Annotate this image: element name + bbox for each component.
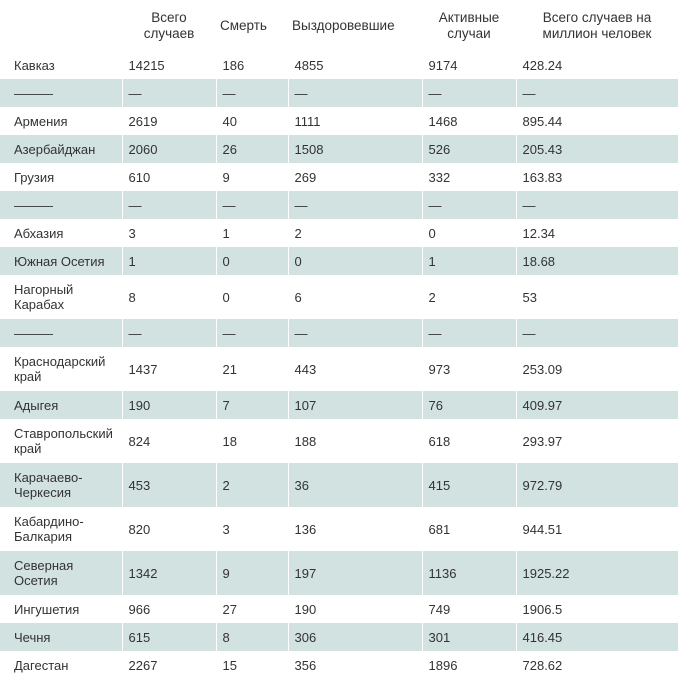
total-cases-cell: 820	[122, 507, 216, 551]
recovered-cell: 306	[288, 623, 422, 651]
per-million-cell: 895.44	[516, 107, 678, 135]
per-million-cell: 409.97	[516, 391, 678, 419]
table-row	[0, 507, 678, 551]
per-million-cell: 972.79	[516, 463, 678, 507]
active-cases-cell: 1	[422, 247, 516, 275]
header-region	[0, 0, 122, 51]
header-active-cases: Активные случаи	[438, 9, 500, 41]
total-cases-cell: 8	[122, 275, 216, 319]
region-cell: ———	[0, 79, 122, 107]
recovered-cell: 2	[288, 219, 422, 247]
deaths-cell: 9	[216, 163, 288, 191]
per-million-cell: —	[516, 191, 678, 219]
table-row	[0, 135, 678, 163]
table-row	[0, 319, 678, 347]
deaths-cell: 0	[216, 275, 288, 319]
total-cases-cell: —	[122, 319, 216, 347]
per-million-cell: 205.43	[516, 135, 678, 163]
table-row	[0, 191, 678, 219]
per-million-cell: 12.34	[516, 219, 678, 247]
table-row	[0, 275, 678, 319]
per-million-cell: 18.68	[516, 247, 678, 275]
region-cell: Адыгея	[0, 391, 122, 419]
total-cases-cell: 1342	[122, 551, 216, 595]
deaths-cell: 186	[216, 51, 288, 79]
deaths-cell: 27	[216, 595, 288, 623]
recovered-cell: 0	[288, 247, 422, 275]
header-row	[0, 0, 678, 51]
region-cell: Ингушетия	[14, 601, 80, 617]
total-cases-cell: 1437	[122, 347, 216, 391]
table-row	[0, 651, 678, 679]
recovered-cell: 356	[288, 651, 422, 679]
active-cases-cell: 0	[422, 219, 516, 247]
recovered-cell: 107	[288, 391, 422, 419]
table-row	[0, 623, 678, 651]
deaths-cell: 2	[216, 463, 288, 507]
active-cases-cell: 76	[422, 391, 516, 419]
total-cases-cell: 824	[122, 419, 216, 463]
deaths-cell: 40	[216, 107, 288, 135]
table-row	[0, 247, 678, 275]
recovered-cell: 1508	[288, 135, 422, 163]
active-cases-cell: 2	[422, 275, 516, 319]
recovered-cell: 188	[288, 419, 422, 463]
active-cases-cell: 618	[422, 419, 516, 463]
region-cell: Кабардино-Балкария	[14, 514, 84, 544]
active-cases-cell: 301	[422, 623, 516, 651]
active-cases-cell: 1896	[422, 651, 516, 679]
recovered-cell: 136	[288, 507, 422, 551]
total-cases-cell: 2619	[122, 107, 216, 135]
total-cases-cell: 14215	[122, 51, 216, 79]
total-cases-cell: —	[122, 191, 216, 219]
active-cases-cell: —	[422, 191, 516, 219]
region-cell: ———	[0, 191, 122, 219]
deaths-cell: 26	[216, 135, 288, 163]
active-cases-cell: 332	[422, 163, 516, 191]
table-row	[0, 551, 678, 595]
total-cases-cell: 610	[122, 163, 216, 191]
region-cell: Нагорный Карабах	[14, 282, 74, 312]
table-row	[0, 219, 678, 247]
recovered-cell: 36	[288, 463, 422, 507]
recovered-cell: 1111	[288, 107, 422, 135]
deaths-cell: 15	[216, 651, 288, 679]
deaths-cell: 3	[216, 507, 288, 551]
active-cases-cell: —	[422, 319, 516, 347]
deaths-cell: 7	[216, 391, 288, 419]
active-cases-cell: 9174	[422, 51, 516, 79]
region-cell: Краснодарский край	[14, 354, 106, 384]
total-cases-cell: 966	[122, 595, 216, 623]
region-cell: Армения	[14, 113, 68, 129]
per-million-cell: 428.24	[516, 51, 678, 79]
table-row	[0, 347, 678, 391]
total-cases-cell: 3	[122, 219, 216, 247]
deaths-cell: 18	[216, 419, 288, 463]
region-cell: Южная Осетия	[0, 247, 122, 275]
active-cases-cell: 1468	[422, 107, 516, 135]
per-million-cell: 944.51	[516, 507, 678, 551]
table-row	[0, 163, 678, 191]
deaths-cell: 9	[216, 551, 288, 595]
region-cell: Азербайджан	[0, 135, 122, 163]
region-cell: Чечня	[0, 623, 122, 651]
per-million-cell: 53	[516, 275, 678, 319]
recovered-cell: 6	[288, 275, 422, 319]
region-cell: Северная Осетия	[0, 551, 122, 595]
header-total-cases: Всего случаев	[143, 9, 195, 41]
region-cell: Ставропольский край	[14, 426, 113, 456]
total-cases-cell: —	[122, 79, 216, 107]
deaths-cell: 8	[216, 623, 288, 651]
per-million-cell: 293.97	[516, 419, 678, 463]
total-cases-cell: 2060	[122, 135, 216, 163]
recovered-cell: —	[288, 79, 422, 107]
region-cell: Карачаево-Черкесия	[0, 463, 122, 507]
total-cases-cell: 1	[122, 247, 216, 275]
recovered-cell: 443	[288, 347, 422, 391]
recovered-cell: 190	[288, 595, 422, 623]
active-cases-cell: —	[422, 79, 516, 107]
table-row	[0, 463, 678, 507]
per-million-cell: 1906.5	[516, 595, 678, 623]
active-cases-cell: 973	[422, 347, 516, 391]
table-row	[0, 595, 678, 623]
active-cases-cell: 415	[422, 463, 516, 507]
active-cases-cell: 1136	[422, 551, 516, 595]
total-cases-cell: 2267	[122, 651, 216, 679]
region-cell: Грузия	[14, 169, 55, 185]
deaths-cell: —	[216, 191, 288, 219]
deaths-cell: 21	[216, 347, 288, 391]
per-million-cell: 253.09	[516, 347, 678, 391]
region-cell: Абхазия	[14, 225, 64, 241]
deaths-cell: —	[216, 79, 288, 107]
region-cell: Дагестан	[14, 657, 69, 673]
total-cases-cell: 453	[122, 463, 216, 507]
per-million-cell: 163.83	[516, 163, 678, 191]
per-million-cell: 728.62	[516, 651, 678, 679]
per-million-cell: 416.45	[516, 623, 678, 651]
recovered-cell: 197	[288, 551, 422, 595]
table-row	[0, 419, 678, 463]
table-row	[0, 51, 678, 79]
total-cases-cell: 615	[122, 623, 216, 651]
table-row	[0, 79, 678, 107]
recovered-cell: 4855	[288, 51, 422, 79]
table-row	[0, 391, 678, 419]
deaths-cell: 1	[216, 219, 288, 247]
deaths-cell: 0	[216, 247, 288, 275]
recovered-cell: —	[288, 191, 422, 219]
header-cases-per-million: Всего случаев на миллион человек	[542, 9, 652, 41]
deaths-cell: —	[216, 319, 288, 347]
per-million-cell: —	[516, 79, 678, 107]
per-million-cell: —	[516, 319, 678, 347]
active-cases-cell: 749	[422, 595, 516, 623]
recovered-cell: —	[288, 319, 422, 347]
total-cases-cell: 190	[122, 391, 216, 419]
region-cell: Кавказ	[14, 57, 55, 73]
header-recovered: Выздоровевшие	[292, 17, 395, 33]
header-deaths: Смерть	[220, 17, 267, 33]
recovered-cell: 269	[288, 163, 422, 191]
per-million-cell: 1925.22	[516, 551, 678, 595]
active-cases-cell: 526	[422, 135, 516, 163]
table-row	[0, 107, 678, 135]
active-cases-cell: 681	[422, 507, 516, 551]
region-cell: ———	[0, 319, 122, 347]
